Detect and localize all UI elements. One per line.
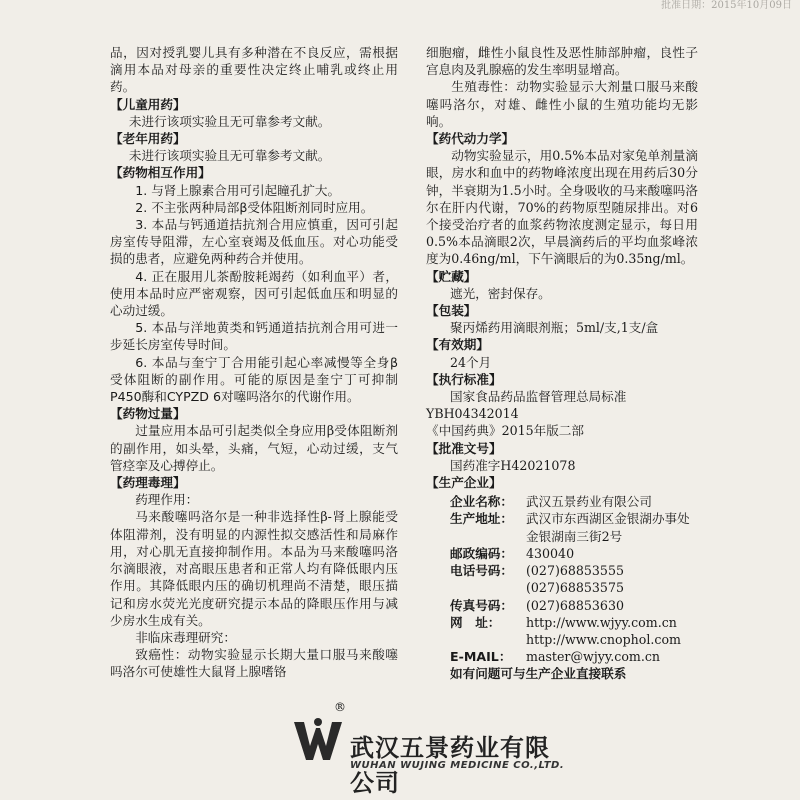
info-label: 生产地址：: [450, 511, 513, 527]
children-text: 未进行该项实验且无可靠参考文献。: [128, 113, 331, 129]
info-label: 邮政编码：: [450, 545, 513, 561]
postcode-value: 430040: [526, 545, 575, 561]
approval-heading: 【批准文号】: [426, 440, 502, 456]
company-name-value: 武汉五景药业有限公司: [526, 494, 652, 510]
info-row: [426, 631, 698, 648]
approval-number: 国药准字H42021078: [450, 457, 576, 473]
manufacturer-info-table: [426, 493, 698, 665]
standard-heading: 【执行标准】: [426, 371, 502, 387]
interaction-item: 1. 与肾上腺素合用可引起瞳孔扩大。: [135, 182, 341, 198]
nonclinical-subheading: 非临床毒理研究：: [135, 629, 236, 645]
info-label: 企业名称：: [450, 494, 513, 510]
company-name-chinese: 武汉五景药业有限公司: [350, 734, 550, 797]
interaction-item: 4. 正在服用儿茶酚胺耗竭药（如利血平）者，使用本品时应严密观察，因可引起低血压和明显的心动过缓。: [110, 268, 398, 319]
overdose-heading: 【药物过量】: [110, 406, 186, 422]
info-label: 网 址：: [450, 614, 501, 630]
package-heading: 【包装】: [426, 303, 477, 319]
pharmacopoeia-line: 《中国药典》2015年版二部: [426, 423, 584, 439]
carcinogenicity-text: 致癌性：动物实验显示长期大量口服马来酸噻吗洛尔可使雄性大鼠肾上腺嗜铬: [110, 647, 398, 680]
manufacturer-heading: 【生产企业】: [426, 475, 502, 491]
company-footer: [290, 700, 570, 797]
left-column: [110, 44, 398, 681]
company-name-english: WUHAN WUJING MEDICINE CO.,LTD.: [350, 760, 565, 771]
reproductive-toxicity-text: 生殖毒性：动物实验显示大剂量口服马来酸噻吗洛尔，对雄、雌性小鼠的生殖功能均无影响。: [426, 79, 698, 129]
toxicology-heading: 【药理毒理】: [110, 475, 186, 491]
info-row: [426, 510, 698, 544]
info-row: [426, 648, 698, 665]
fax-value: (027)68853630: [526, 597, 624, 613]
pharmacology-text: 马来酸噻吗洛尔是一种非选择性β-肾上腺能受体阻滞剂，没有明显的内源性拟交感活性和局麻作用，对心肌无直接抑制作用。本品为马来酸噻吗洛尔滴眼液，对高眼压患者和正常人均有降低眼内压作用。其降低眼内压的确切机理尚不清楚，眼压描记和房水荧光光度研究提示本品的降眼压作用与减少房水生成有关。: [110, 509, 398, 628]
package-text: 聚丙烯药用滴眼剂瓶；5ml/支,1支/盒: [450, 320, 659, 336]
overdose-text: 过量应用本品可引起类似全身应用β受体阻断剂的副作用，如头晕，头痛，气短，心动过缓，支气管痉挛及心搏停止。: [110, 423, 398, 473]
registered-mark: ®: [334, 700, 346, 714]
validity-text: 24个月: [450, 354, 492, 370]
email-value: master@wjyy.com.cn: [526, 649, 661, 665]
interaction-item: 2. 不主张两种局部β受体阻断剂同时应用。: [135, 199, 374, 215]
contact-note: 如有问题可与生产企业直接联系: [450, 666, 627, 682]
website-value: http://www.wjyy.com.cn: [526, 614, 677, 630]
standard-line: 国家食品药品监督管理总局标准: [450, 389, 627, 405]
company-logo-icon: [290, 716, 346, 764]
address-value: 武汉市东西湖区金银湖办事处金银湖南三街2号: [526, 511, 690, 544]
info-row: [426, 493, 698, 510]
pharmacokinetics-text: 动物实验显示，用0.5%本品对家兔单剂量滴眼，房水和血中的药物峰浓度出现在用药后30分钟，半衰期为1.5小时。全身吸收的马来酸噻吗洛尔在肝内代谢，70%的药物原型随尿排出。对6个接受治疗者的血浆药物浓度测定显示，每日用0.5%本品滴眼2次，早晨滴药后的平均血浆峰浓度为0.46ng/ml，下午滴眼后的为0.35ng/ml。: [426, 148, 698, 267]
validity-heading: 【有效期】: [426, 337, 489, 353]
pharmacology-subheading: 药理作用：: [135, 492, 199, 508]
pharmacokinetics-heading: 【药代动力学】: [426, 131, 515, 147]
right-column: [426, 44, 698, 683]
standard-code: YBH04342014: [426, 406, 519, 422]
website-value: http://www.cnophol.com: [526, 631, 681, 647]
lactation-continued-text: 品，因对授乳婴儿具有多种潜在不良反应，需根据滴用本品对母亲的重要性决定终止哺乳或终止用药。: [110, 45, 398, 95]
info-row: [426, 545, 698, 562]
interactions-heading: 【药物相互作用】: [110, 165, 211, 181]
info-row: [426, 597, 698, 614]
storage-text: 遮光，密封保存。: [450, 285, 551, 301]
elderly-heading: 【老年用药】: [110, 131, 186, 147]
approval-date-note: 批准日期：2015年10月09日: [661, 0, 792, 11]
interaction-item: 3. 本品与钙通道拮抗剂合用应慎重，因可引起房室传导阻滞，左心室衰竭及低血压。对心功能受损的患者，应避免两种药合并使用。: [110, 217, 398, 267]
interaction-item: 6. 本品与奎宁丁合用能引起心率减慢等全身β受体阻断的副作用。可能的原因是奎宁丁可抑制P450酶和CYPZD 6对噻吗洛尔的代谢作用。: [110, 354, 398, 405]
children-heading: 【儿童用药】: [110, 96, 186, 112]
info-row: [426, 614, 698, 631]
info-label: E-MAIL：: [450, 649, 512, 665]
carcinogenicity-continued-text: 细胞瘤，雌性小鼠良性及恶性肺部肿瘤，良性子宫息肉及乳腺癌的发生率明显增高。: [426, 45, 698, 78]
info-label: 传真号码：: [450, 597, 513, 613]
phone-value: (027)68853575: [526, 580, 624, 596]
storage-heading: 【贮藏】: [426, 268, 477, 284]
interaction-item: 5. 本品与洋地黄类和钙通道拮抗剂合用可进一步延长房室传导时间。: [110, 320, 398, 353]
info-row: [426, 579, 698, 596]
info-label: 电话号码：: [450, 563, 513, 579]
info-row: [426, 562, 698, 579]
phone-value: (027)68853555: [526, 563, 624, 579]
elderly-text: 未进行该项实验且无可靠参考文献。: [128, 148, 331, 164]
